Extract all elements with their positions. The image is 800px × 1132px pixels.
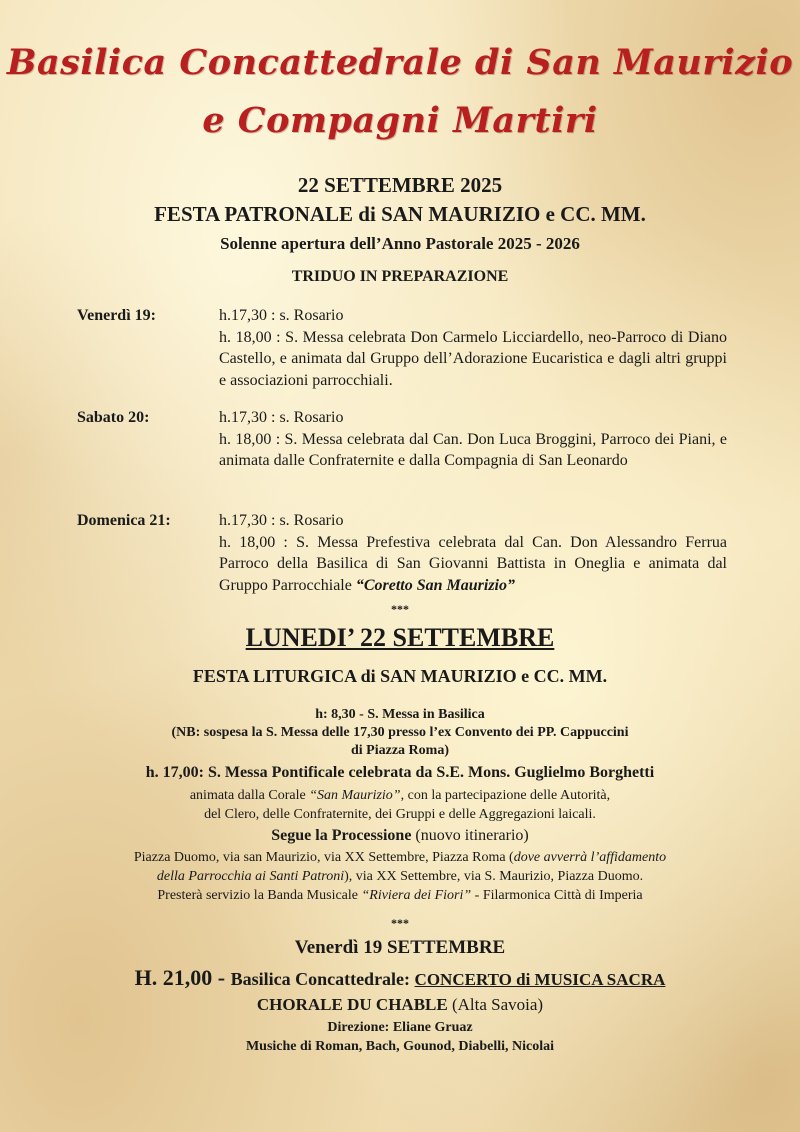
festa-patronale: FESTA PATRONALE di SAN MAURIZIO e CC. MM. [154,202,646,226]
messa-text: h. 18,00 : S. Messa celebrata Don Carmelo Licciardello, neo-Parroco di Diano Castello, e animata dal Gruppo dell’Adorazione Eucaristica e dagli altri gruppi e associazioni parrocchiali. [219,328,727,389]
chorale-line: CHORALE DU CHABLE (Alta Savoia) [256,995,544,1014]
day-label: Venerdì 19: [77,307,156,324]
processione-line: Segue la Processione (nuovo itinerario) [271,827,529,844]
concerto-date: Venerdì 19 SETTEMBRE [294,937,506,958]
banda-line: Presterà servizio la Banda Musicale “Riviera dei Fiori” - Filarmonica Città di Imperia [157,888,643,903]
festa-liturgica: FESTA LITURGICA di SAN MAURIZIO e CC. MM. [192,666,608,686]
messa-text: h. 18,00 : S. Messa Prefestiva celebrata dal Can. Don Alessandro Ferrua Parroco della Basilica di San Giovanni Battista in Oneglia e animata dal Gruppo Parrocchiale “Coretto San Maurizio” [219,533,727,594]
day-label: Sabato 20: [77,409,150,426]
itinerario-line-2: della Parrocchia ai Santi Patroni), via XX Settembre, via S. Maurizio, Piazza Duomo. [156,869,644,884]
messa-830: h: 8,30 - S. Messa in Basilica [315,707,485,722]
rosario-time: h.17,30 : s. Rosario [219,409,344,426]
rosario-time: h.17,30 : s. Rosario [219,307,344,324]
rosario-time: h.17,30 : s. Rosario [219,512,344,529]
messa-text: h. 18,00 : S. Messa celebrata dal Can. Don Luca Broggini, Parroco dei Piani, e animata dalle Confraternite e dalla Compagnia di San Leonardo [219,430,727,469]
concerto-line: H. 21,00 - Basilica Concattedrale: CONCERTO di MUSICA SACRA [134,965,666,990]
nb-line-1: (NB: sospesa la S. Messa delle 17,30 presso l’ex Convento dei PP. Cappuccini [171,725,629,740]
separator: *** [391,602,409,616]
itinerario-line-1: Piazza Duomo, via san Maurizio, via XX Settembre, Piazza Roma (dove avverrà l’affidamento [133,850,667,865]
clero-line: del Clero, delle Confraternite, dei Gruppi e delle Aggregazioni laicali. [204,807,596,822]
event-date: 22 SETTEMBRE 2025 [297,173,503,197]
lunedi-heading: LUNEDI’ 22 SETTEMBRE [245,623,555,652]
triduo-heading: TRIDUO IN PREPARAZIONE [291,268,509,285]
musiche: Musiche di Roman, Bach, Gounod, Diabelli, Nicolai [245,1039,555,1054]
messa-pontificale: h. 17,00: S. Messa Pontificale celebrata da S.E. Mons. Guglielmo Borghetti [145,764,655,781]
separator: *** [391,916,409,930]
animata-line: animata dalla Corale “San Maurizio”, con la partecipazione delle Autorità, [189,788,611,803]
day-label: Domenica 21: [77,512,171,529]
apertura-anno: Solenne apertura dell’Anno Pastorale 2025 - 2026 [220,234,580,253]
coretto-name: “Coretto San Maurizio” [355,576,515,594]
direzione: Direzione: Eliane Gruaz [327,1020,473,1035]
title-line-2: e Compagni Martiri [202,100,598,141]
nb-line-2: di Piazza Roma) [351,743,449,758]
title-line-1: Basilica Concattedrale di San Maurizio [6,42,794,83]
